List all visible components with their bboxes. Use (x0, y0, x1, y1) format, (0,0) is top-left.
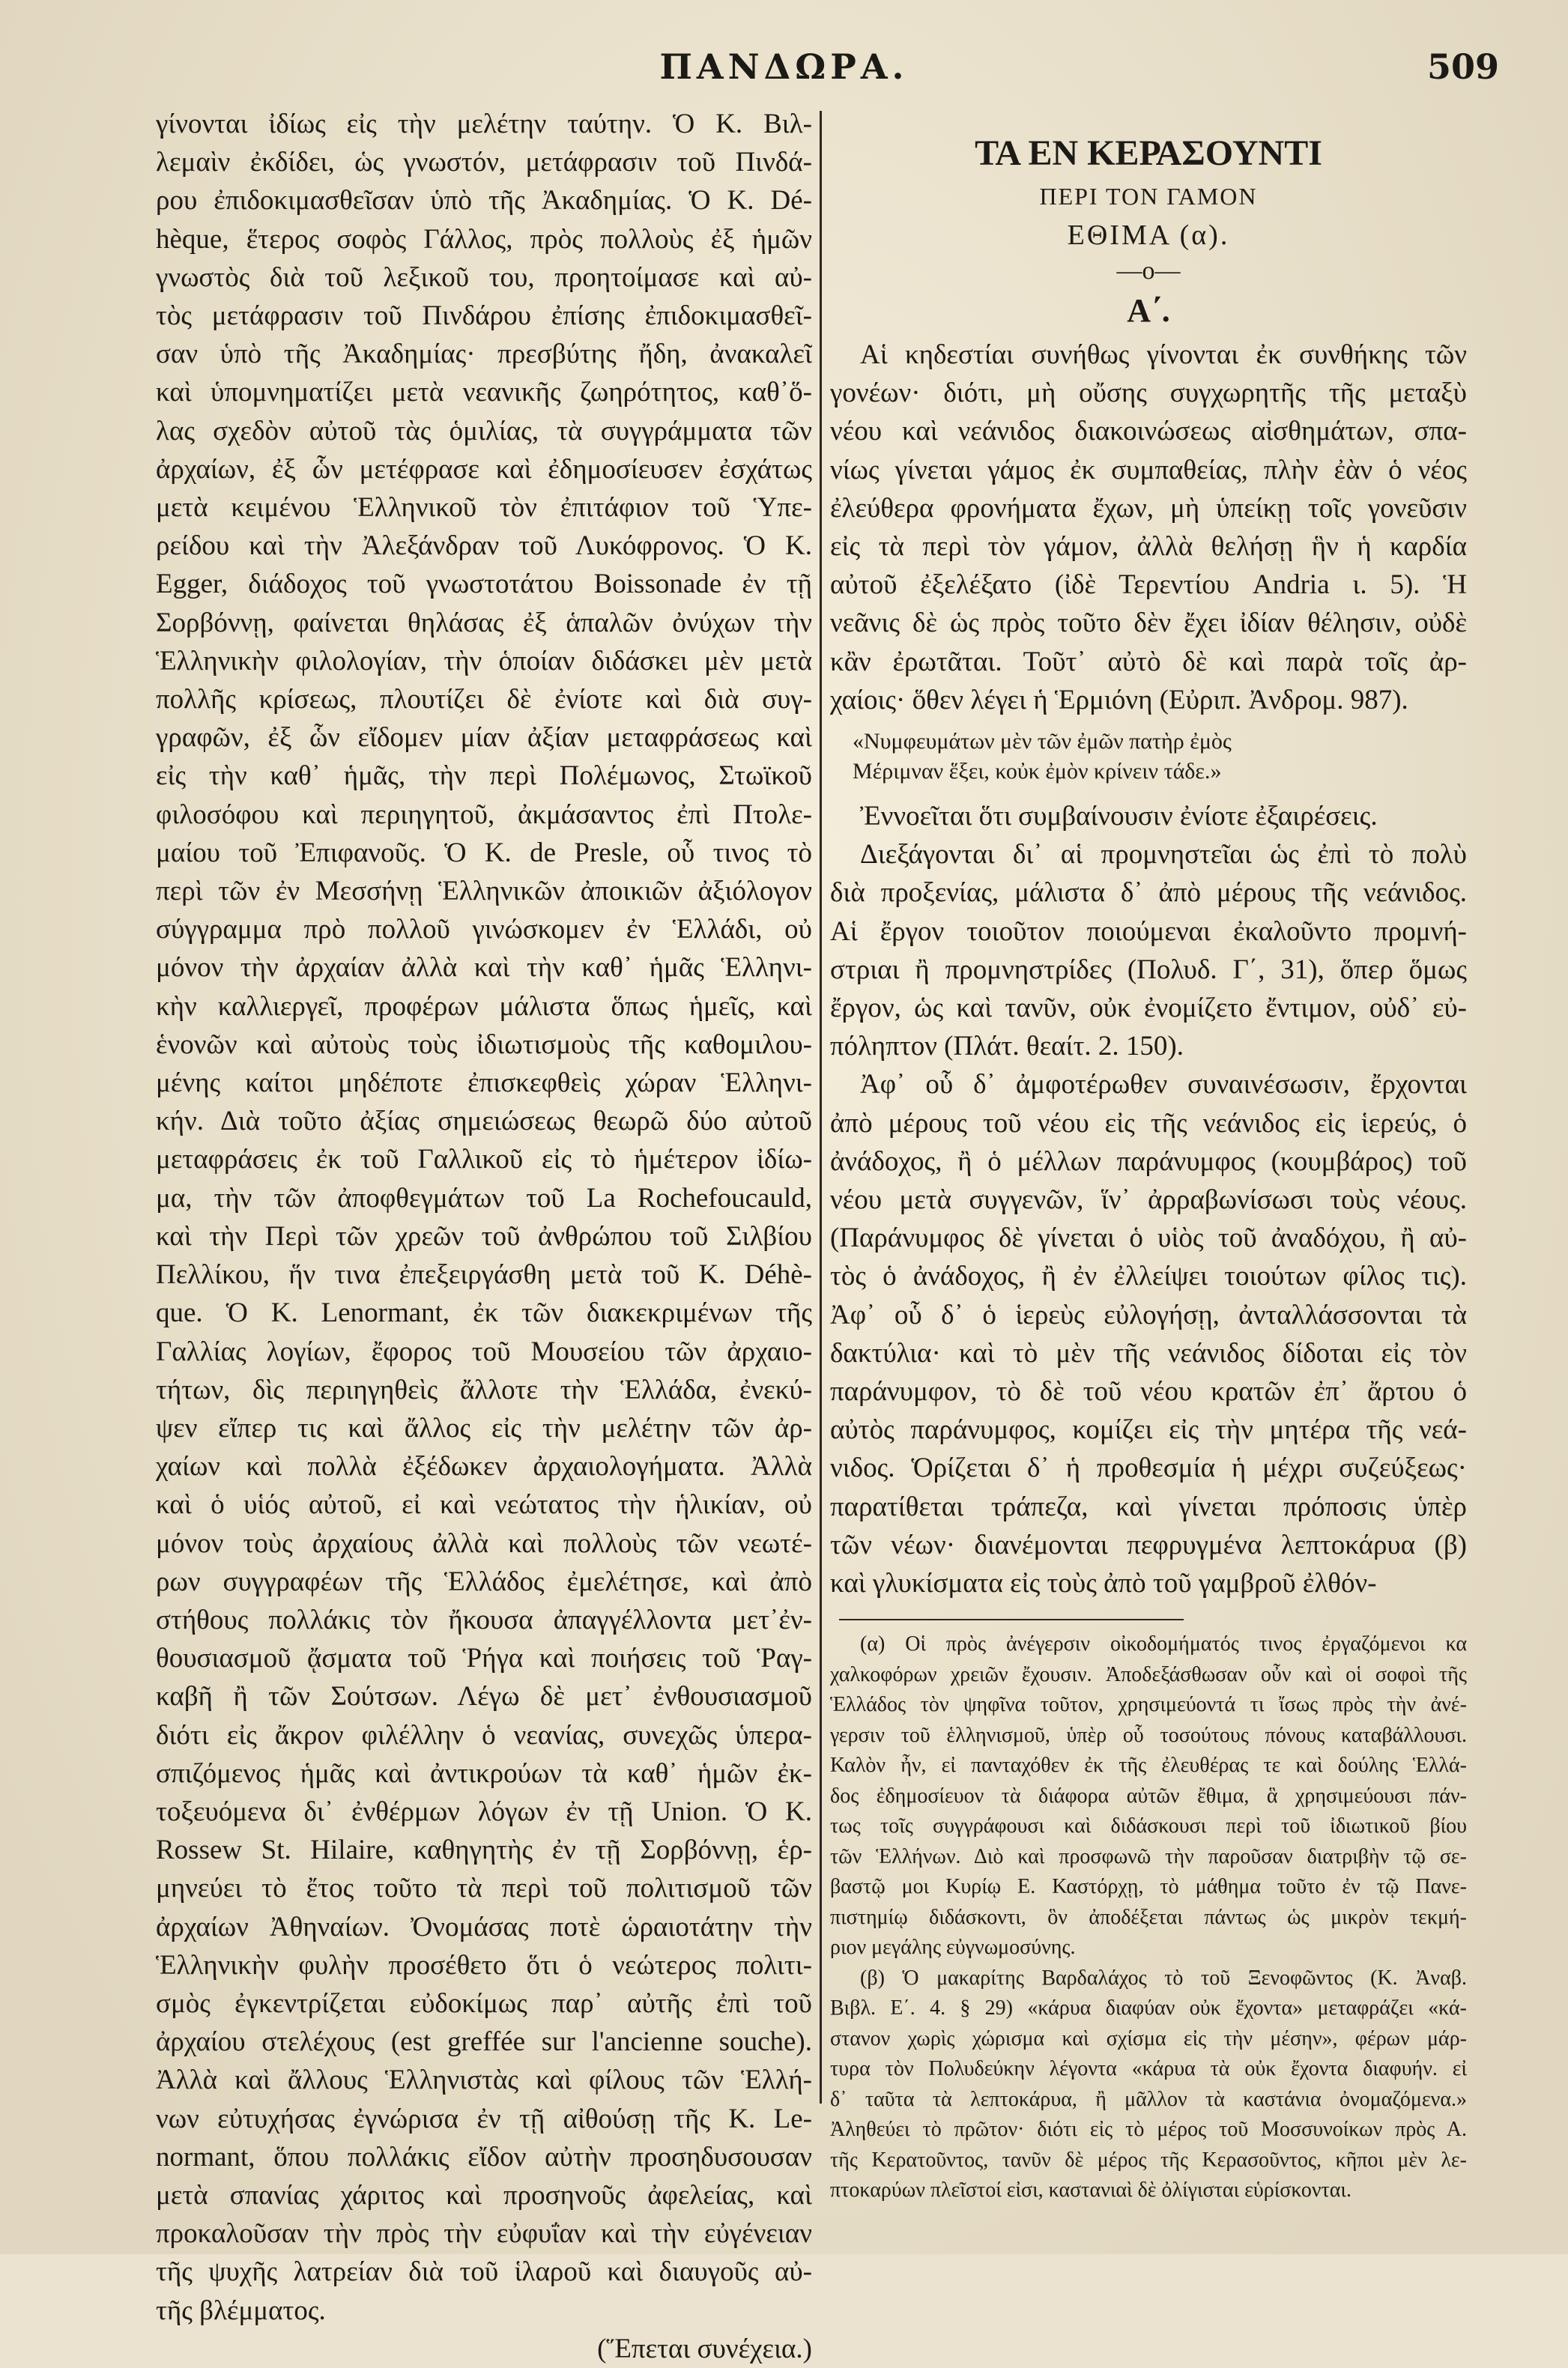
text-line: Rossew St. Hilaire, καθηγητὴς ἐν τῇ Σορβόννῃ, ἑρ- (156, 1835, 812, 1866)
text-line: σμὸς ἐγκεντρίζεται εὐδοκίμως παρ᾿ αὐτῆς ἐπὶ τοῦ (156, 1987, 812, 2019)
footnote-line: τυρα τὸν Πολυδεύκην λέγοντα «κάρυα τὰ οὐκ ἔχοντα διαφυήν. εἰ (830, 2057, 1467, 2081)
footnote-line: πιστημίῳ διδάσκοντι, ὃν ἀποδέξεται πάντως ὡς μικρὸν τεκμή- (830, 1905, 1467, 1929)
text-line: τῶν νέων· διανέμονται πεφρυγμένα λεπτοκάρυα (β) (830, 1529, 1467, 1560)
text-line: μετὰ σπανίας χάριτος καὶ προσηνοῦς ἀφελείας, καὶ (156, 2179, 812, 2211)
text-line: τήτων, δὶς περιηγηθεὶς ἄλλοτε τὴν Ἑλλάδα, ἐνεκύ- (156, 1374, 812, 1405)
text-line: γίνονται ἰδίως εἰς τὴν μελέτην ταύτην. Ὁ Κ. Βιλ- (156, 109, 812, 139)
footnote-line: χαλκοφόρων χρειῶν ἔχουσιν. Ἀποδεξάσθωσαν οὖν καὶ οἱ σοφοὶ τῆς (830, 1662, 1467, 1686)
footnote-line: (β) Ὁ μακαρίτης Βαρδαλάχος τὸ τοῦ Ξενοφῶντος (Κ. Ἀναβ. (860, 1966, 1467, 1990)
text-line: νέου μετὰ συγγενῶν, ἵν᾿ ἀρραβωνίσωσι τοὺς νέους. (830, 1184, 1467, 1216)
text-line: normant, ὅπου πολλάκις εἴδον αὐτὴν προσηδυσουσαν (156, 2141, 812, 2172)
footnote-line: Ἀληθεύει τὸ πρῶτον· διότι εἰς τὸ μέρος τοῦ Μοσσυνοίκων πρὸς Α. (830, 2118, 1467, 2142)
footnote-rule (839, 1619, 1184, 1620)
text-line: δακτύλια· καὶ τὸ μὲν τῆς νεάνιδος δίδοται εἰς τὸν (830, 1337, 1467, 1369)
text-line: Egger, διάδοχος τοῦ γνωστοτάτου Boissonade ἐν τῇ (156, 569, 812, 600)
paragraph-1 (830, 336, 1467, 719)
text-line: μόνον τὴν ἀρχαίαν ἀλλὰ καὶ τὴν καθ᾿ ἡμᾶς Ἑλληνι- (156, 952, 812, 984)
page-number: 509 (1426, 46, 1499, 87)
title-separator: —ο— (1116, 257, 1181, 285)
text-line: Γαλλίας λογίων, ἔφορος τοῦ Μουσείου τῶν ἀρχαιο- (156, 1336, 812, 1367)
text-line: κὴν καλλιεργεῖ, προφέρων μάλιστα ὅπως ἡμεῖς, καὶ (156, 990, 812, 1022)
text-line: εἰς τὴν καθ᾿ ἡμᾶς, τὴν περὶ Πολέμωνος, Στωϊκοῦ (156, 760, 812, 792)
text-line: γραφῶν, ἐξ ὧν εἴδομεν μίαν ἀξίαν μεταφράσεως καὶ (156, 722, 812, 754)
text-line: ἀρχαίου στελέχους (est greffée sur l'ancienne souche). (156, 2026, 812, 2058)
text-line: que. Ὁ Κ. Lenormant, ἐκ τῶν διακεκριμένων τῆς (156, 1297, 812, 1329)
section-heading: Α΄. (1127, 292, 1170, 329)
text-line: σπιζόμενος ἡμᾶς καὶ ἀντικρούων τὰ καθ᾿ ἡμῶν ἐκ- (156, 1757, 812, 1789)
text-line: τῆς βλέμματος. (156, 2295, 326, 2326)
text-line: μετὰ κειμένου Ἑλληνικοῦ τὸν ἐπιτάφιον τοῦ Ὑπε- (156, 492, 812, 524)
text-line: μένης καίτοι μηδέποτε ἐπισκεφθεὶς χώραν Ἑλληνι- (156, 1068, 812, 1099)
text-line: τοξευόμενα δι᾿ ἐνθέρμων λόγων ἐν τῇ Union. Ὁ Κ. (156, 1796, 812, 1827)
quote-line: Μέριμναν ἕξει, κοὐκ ἐμὸν κρίνειν τάδε.» (853, 759, 1222, 784)
text-line: παρατίθεται τράπεζα, καὶ γίνεται πρόποσις ὑπὲρ (830, 1491, 1467, 1522)
footnote-line: τως τοῖς συγγράφουσι καὶ διδάσκουσι περὶ τοῦ ἰδιωτικοῦ βίου (830, 1814, 1467, 1838)
paragraph-2 (830, 797, 1467, 835)
text-line: γνωστὸς διὰ τοῦ λεξικοῦ του, προητοίμασε καὶ αὐ- (156, 261, 812, 293)
text-line: Ἀλλὰ καὶ ἄλλους Ἑλληνιστὰς καὶ φίλους τῶν Ἑλλή- (156, 2065, 812, 2096)
footnote-line: δος ἐδημοσίευον τὰ διάφορα αὐτῶν ἔθιμα, ἃ χρησιμεύουσι πάν- (830, 1784, 1467, 1808)
text-line: αὐτὸς παράνυμφος, κομίζει εἰς τὴν μητέρα τῆς νεά- (830, 1414, 1467, 1446)
quote-line: «Νυμφευμάτων μὲν τῶν ἐμῶν πατὴρ ἐμὸς (853, 729, 1232, 754)
text-line: νων εὐτυχήσας ἐγνώρισα ἐν τῇ αἰθούσῃ τῆς Κ. Le- (156, 2103, 812, 2134)
text-line: τὸς ὁ ἀνάδοχος, ἢ ἐν ἐλλείψει τοιούτων φίλος τις). (830, 1261, 1467, 1292)
text-line: παράνυμφον, τὸ δὲ τοῦ νέου κρατῶν ἐπ᾿ ἄρτου ὁ (830, 1376, 1467, 1408)
text-line: μαίου τοῦ Ἐπιφανοῦς. Ὁ Κ. de Presle, οὗ τινος τὸ (156, 837, 812, 868)
text-line: μηνεύει τὸ ἔτος τοῦτο τὰ περὶ τοῦ πολιτισμοῦ τῶν (156, 1873, 812, 1904)
text-line: Αἱ κηδεστίαι συνήθως γίνονται ἐκ συνθήκης τῶν (860, 339, 1467, 370)
footnote-line: τῶν Ἑλλήνων. Διὸ καὶ προσφωνῶ τὴν παροῦσαν διατριβὴν τῷ σε- (830, 1844, 1467, 1868)
text-line: ἀρχαίων, ἐξ ὧν μετέφρασε καὶ ἐδημοσίευσεν ἐσχάτως (156, 453, 812, 485)
text-line: Ἑλληνικὴν φυλὴν προσέθετο ὅτι ὁ νεώτερος πολιτι- (156, 1949, 812, 1981)
text-line: ρείδου καὶ τὴν Ἀλεξάνδραν τοῦ Λυκόφρονος. Ὁ Κ. (156, 530, 812, 562)
text-line: καὶ ὑπομνηματίζει μετὰ νεανικῆς ζωηρότητος, καθ᾿ὅ- (156, 377, 812, 408)
text-line: ἀρχαίων Ἀθηναίων. Ὀνομάσας ποτὲ ὡραιοτάτην τὴν (156, 1911, 812, 1942)
text-line: φιλοσόφου καὶ περιηγητοῦ, ἀκμάσαντος ἐπὶ Πτολε- (156, 799, 812, 830)
text-line: καβῆ ἢ τῶν Σούτσων. Λέγω δὲ μετ᾿ ἐνθουσιασμοῦ (156, 1681, 812, 1713)
text-line: τῆς ψυχῆς λατρείαν διὰ τοῦ ἱλαροῦ καὶ διαυγοῦς αὐ- (156, 2256, 812, 2288)
text-line: στήθους πολλάκις τὸν ἤκουσα ἀπαγγέλλοντα μετ᾿ἐν- (156, 1604, 812, 1635)
text-line: περὶ τῶν ἐν Μεσσήνῃ Ἑλληνικῶν ἀποικιῶν ἀξιόλογον (156, 876, 812, 907)
text-line: καὶ ὁ υἱός αὐτοῦ, εἰ καὶ νεώτατος τὴν ἡλικίαν, οὐ (156, 1489, 812, 1521)
text-line: κἂν ἐρωτᾶται. Τοῦτ᾿ αὐτὸ δὲ καὶ παρὰ τοῖς ἀρ- (830, 646, 1467, 677)
text-line: λεμαὶν ἐκδίδει, ὡς γνωστόν, μετάφρασιν τοῦ Πινδά- (156, 147, 812, 178)
text-line: Ἀφ᾿ οὗ δ᾿ ὁ ἱερεὺς εὐλογήσῃ, ἀνταλλάσσονται τὰ (830, 1299, 1467, 1330)
text-line: (Παράνυμφος δὲ γίνεται ὁ υἱὸς τοῦ ἀναδόχου, ἢ αὐ- (830, 1223, 1467, 1254)
article-title: ΤΑ ΕΝ ΚΕΡΑΣΟΥΝΤΙ (975, 133, 1322, 173)
text-line: ἔργον, ὡς καὶ τανῦν, οὐκ ἐνομίζετο ἔντιμον, οὐδ᾿ εὐ- (830, 993, 1467, 1024)
footnote-line: ριον μεγάλης εὐγνωμοσύνης. (830, 1936, 1076, 1960)
column-divider (820, 111, 822, 2104)
text-line: Αἱ ἔργον τοιοῦτον ποιούμεναι ἐκαλοῦντο προμνή- (830, 915, 1467, 947)
paragraph-4 (830, 1065, 1467, 1602)
text-line: ἑνονῶν καὶ αὐτοὺς τοὺς ἰδιωτισμοὺς τῆς καθομιλου- (156, 1029, 812, 1060)
footnote-line: πτοκαρύων πλεῖστοί εἰσι, καστανιαὶ δὲ ὀλίγισται εὑρίσκονται. (830, 2178, 1351, 2202)
euripides-quote (830, 727, 1467, 787)
text-line: Σορβόννῃ, φαίνεται θηλάσας ἐξ ἁπαλῶν ὀνύχων τὴν (156, 607, 812, 638)
journal-title: ΠΑΝΔΩΡΑ. (659, 46, 909, 87)
footnote-line: Ἑλλάδος τὸν ψηφῖνα τοῦτον, χρησιμεύοντά τι ἴσως πρὸς τὴν ἀνέ- (830, 1693, 1467, 1717)
text-line: Διεξάγονται δι᾿ αἱ προμνηστεῖαι ὡς ἐπὶ τὸ πολὺ (860, 839, 1467, 870)
text-line: ἀνάδοχος, ἢ ὁ μέλλων παράνυμφος (κουμβάρος) τοῦ (830, 1145, 1467, 1177)
text-line: λας σχεδὸν αὐτοῦ τὰς ὁμιλίας, τὰ συγγράμματα τῶν (156, 415, 812, 446)
text-line: σύγγραμμα πρὸ πολλοῦ γινώσκομεν ἐν Ἑλλάδι, οὐ (156, 914, 812, 945)
text-line: καὶ τὴν Περὶ τῶν χρεῶν τοῦ ἀνθρώπου τοῦ Σιλβίου (156, 1220, 812, 1252)
footnote-a (830, 1629, 1467, 1963)
text-line: ψεν εἴπερ τις καὶ ἄλλος εἰς τὴν μελέτην τῶν ἀρ- (156, 1412, 812, 1444)
right-column (830, 105, 1467, 2206)
text-line: στριαι ἢ προμνηστρίδες (Πολυδ. Γ΄, 31), ὅπερ ὅμως (830, 954, 1467, 985)
footnote-line: (α) Οἱ πρὸς ἀνέγερσιν οἰκοδομήματός τινος ἐργαζόμενοι κα (860, 1632, 1467, 1656)
text-line: σαν ὑπὸ τῆς Ἀκαδημίας· πρεσβύτης ἤδη, ἀνακαλεῖ (156, 339, 812, 370)
text-line: Ἐννοεῖται ὅτι συμβαίνουσιν ἐνίοτε ἐξαιρέσεις. (860, 801, 1378, 832)
text-line: τὸς μετάφρασιν τοῦ Πινδάρου ἐπίσης ἐπιδοκιμασθεῖ- (156, 300, 812, 332)
text-line: νέου καὶ νεάνιδος διακοινώσεως αἰσθημάτων, σπα- (830, 416, 1467, 447)
text-line: θουσιασμοῦ ᾄσματα τοῦ Ῥήγα καὶ ποιήσεις τοῦ Ῥαγ- (156, 1643, 812, 1674)
text-line: νιδος. Ὁρίζεται δ᾿ ἡ προθεσμία ἡ μέχρι συζεύξεως· (830, 1453, 1467, 1484)
text-line: διὰ προξενίας, μάλιστα δ᾿ ἀπὸ μέρους τῆς νεάνιδος. (830, 877, 1467, 909)
footnote-b (830, 1963, 1467, 2206)
footnote-line: δ᾿ ταῦτα τὰ λεπτοκάρυα, ἢ μᾶλλον τὰ καστάνια ὀνομαζόμενα.» (830, 2087, 1467, 2111)
text-line: ἀπὸ μέρους τοῦ νέου εἰς τῆς νεάνιδος εἰς ἱερεύς, ὁ (830, 1107, 1467, 1139)
text-line: χαίων καὶ πολλὰ ἐξέδωκεν ἀρχαιολογήματα. Ἀλλὰ (156, 1451, 812, 1483)
text-line: διότι εἰς ἄκρον φιλέλλην ὁ νεανίας, συνεχῶς ὑπερα- (156, 1719, 812, 1751)
text-line: πολλῆς κρίσεως, πλουτίζει δὲ ἐνίοτε καὶ διὰ συγ- (156, 684, 812, 715)
text-line: αὐτοῦ ἐξελέξατο (ἰδὲ Τερεντίου Andria ι. 5). Ἡ (830, 569, 1467, 601)
text-line: καὶ γλυκίσματα εἰς τοὺς ἀπὸ τοῦ γαμβροῦ ἐλθόν- (830, 1568, 1377, 1599)
article-subtitle: ΠΕΡΙ ΤΟΝ ΓΑΜΟΝ (1039, 183, 1258, 210)
text-line: κήν. Διὰ τοῦτο ἀξίας σημειώσεως θεωρῶ δύο αὐτοῦ (156, 1106, 812, 1137)
footnote-line: γερσιν τοῦ ἑλληνισμοῦ, ὑπὲρ οὗ τοσούτους πόνους καταβάλλουσι. (830, 1723, 1467, 1747)
text-line: πόληπτον (Πλάτ. θεαίτ. 2. 150). (830, 1031, 1184, 1062)
text-line: Πελλίκου, ἥν τινα ἐπεξειργάσθη μετὰ τοῦ Κ. Déhè- (156, 1259, 812, 1291)
text-line: Ἑλληνικὴν φιλολογίαν, τὴν ὁποίαν διδάσκει μὲν μετὰ (156, 645, 812, 676)
text-line: μα, τὴν τῶν ἀποφθεγμάτων τοῦ La Rochefoucauld, (156, 1182, 812, 1214)
text-line: μεταφράσεις ἐκ τοῦ Γαλλικοῦ εἰς τὸ ἡμέτερον ἰδίω- (156, 1144, 812, 1175)
footnote-line: στανον χωρὶς χώρισμα καὶ σχίσμα εἰς τὴν μέσην», φέρων μάρ- (830, 2026, 1467, 2050)
text-line: ἐλεύθερα φρονήματα ἔχων, μὴ ὑπείκῃ τοῖς γονεῦσιν (830, 492, 1467, 524)
text-line: μόνον τοὺς ἀρχαίους ἀλλὰ καὶ πολλοὺς τῶν νεωτέ- (156, 1527, 812, 1559)
footnote-line: Καλὸν ἦν, εἰ πανταχόθεν ἐκ τῆς ἐλευθέρας τε καὶ δούλης Ἑλλά- (830, 1754, 1467, 1778)
text-line: προκαλοῦσαν τὴν πρὸς τὴν εὐφυΐαν καὶ τὴν εὐγένειαν (156, 2218, 812, 2250)
footnote-line: Βιβλ. Ε΄. 4. § 29) «κάρυα διαφύαν οὐκ ἔχοντα» μεταφράζει «κά- (830, 1996, 1467, 2020)
continuation-note: (Ἕπεται συνέχεια.) (597, 2333, 812, 2364)
text-line: hèque, ἕτερος σοφὸς Γάλλος, πρὸς πολλοὺς ἐξ ἡμῶν (156, 223, 812, 255)
text-line: νίως γίνεται γάμος ἐκ συμπαθείας, πλὴν ἐὰν ὁ νέος (830, 454, 1467, 485)
text-line: Ἀφ᾿ οὗ δ᾿ ἀμφοτέρωθεν συναινέσωσιν, ἔρχονται (860, 1069, 1467, 1100)
paragraph-3 (830, 835, 1467, 1065)
left-column-text (156, 105, 812, 2330)
text-line: γονέων· διότι, μὴ οὔσης συγχωρητῆς τῆς μεταξὺ (830, 378, 1467, 409)
text-line: νεᾶνις δὲ ὡς πρὸς τοῦτο δὲν ἔχει ἰδίαν θέλησιν, οὐδὲ (830, 608, 1467, 639)
text-line: ρου ἐπιδοκιμασθεῖσαν ὑπὸ τῆς Ἀκαδημίας. Ὁ Κ. Dé- (156, 185, 812, 216)
text-line: εἰς τὰ περὶ τὸν γάμον, ἀλλὰ θελήσῃ ἣν ἡ καρδία (830, 531, 1467, 563)
article-subtitle-customs: ΕΘΙΜΑ (α). (1067, 219, 1230, 251)
left-column (156, 105, 812, 2368)
text-line: χαίοις· ὅθεν λέγει ἡ Ἑρμιόνη (Εὐριπ. Ἀνδρομ. 987). (830, 684, 1408, 715)
footnote-line: τῆς Κερατοῦντος, τανῦν δὲ μέρος τῆς Κερασοῦντος, κῆποι μὲν λε- (830, 2148, 1467, 2172)
footnote-line: βαστῷ μοι Κυρίῳ Ε. Καστόρχῃ, τὸ μάθημα τοῦτο ἐν τῷ Πανε- (830, 1875, 1467, 1899)
text-line: ρων συγγραφέων τῆς Ἑλλάδος ἐμελέτησε, καὶ ἀπὸ (156, 1566, 812, 1597)
